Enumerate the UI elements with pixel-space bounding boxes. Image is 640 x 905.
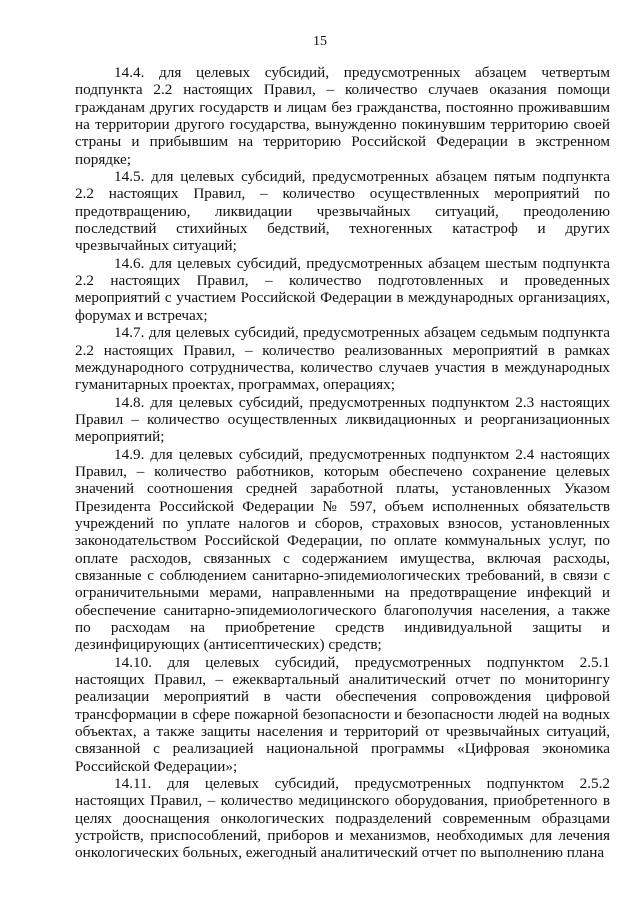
page-number: 15 <box>313 34 327 49</box>
paragraph-14-5: 14.5. для целевых субсидий, предусмотренных абзацем пятым подпункта 2.2 настоящих Правил, – количество осуществленных мероприятий по предотвращению, ликвидации чрезвычайных ситуаций, преодолению последствий стихийных бедствий, техногенных катастроф и других чрезвычайных ситуаций; <box>75 168 610 255</box>
document-body <box>75 64 610 862</box>
paragraph-14-9: 14.9. для целевых субсидий, предусмотренных подпунктом 2.4 настоящих Правил, – количество работников, которым обеспечено сохранение целевых значений соотношения средней заработной платы, установленных Указом Президента Российской Федерации № 597, объем исполненных обязательств учреждений по уплате налогов и сборов, страховых взносов, установленных законодательством Российской Федерации, по оплате коммунальных услуг, по оплате расходов, связанных с содержанием имущества, включая расходы, связанные с соблюдением санитарно-эпидемиологических требований, в связи с ограничительными мерами, направленными на предотвращение инфекций и обеспечение санитарно-эпидемиологического благополучия населения, а также по расходам на приобретение средств индивидуальной защиты и дезинфицирующих (антисептических) средств; <box>75 445 610 654</box>
paragraph-14-4: 14.4. для целевых субсидий, предусмотренных абзацем четвертым подпункта 2.2 настоящих Правил, – количество случаев оказания помощи гражданам других государств и лицам без гражданства, постоянно проживавшим на территории другого государства, вынужденно покинувшим территорию своей страны и прибывшим на территорию Российской Федерации в экстренном порядке; <box>75 64 610 168</box>
paragraph-14-8: 14.8. для целевых субсидий, предусмотренных подпунктом 2.3 настоящих Правил – количество осуществленных ликвидационных и реорганизационных мероприятий; <box>75 393 610 446</box>
paragraph-14-10: 14.10. для целевых субсидий, предусмотренных подпунктом 2.5.1 настоящих Правил, – ежеквартальный аналитический отчет по мониторингу реализации мероприятий в части обеспечения сопровождения цифровой трансформации в сфере пожарной безопасности и безопасности людей на водных объектах, а также защиты населения и территорий от чрезвычайных ситуаций, связанной с реализацией национальной программы «Цифровая экономика Российской Федерации»; <box>75 653 610 775</box>
paragraph-14-6: 14.6. для целевых субсидий, предусмотренных абзацем шестым подпункта 2.2 настоящих Правил, – количество подготовленных и проведенных мероприятий с участием Российской Федерации в международных организациях, форумах и встречах; <box>75 254 610 324</box>
paragraph-14-11: 14.11. для целевых субсидий, предусмотренных подпунктом 2.5.2 настоящих Правил, – количество медицинского оборудования, приобретенного в целях дооснащения онкологических подразделений современным образцами устройств, приспособлений, приборов и механизмов, необходимых для лечения онкологических больных, ежегодный аналитический отчет по выполнению плана <box>75 775 610 862</box>
paragraph-14-7: 14.7. для целевых субсидий, предусмотренных абзацем седьмым подпункта 2.2 настоящих Правил, – количество реализованных мероприятий в рамках международного сотрудничества, количество случаев участия в международных гуманитарных проектах, программах, операциях; <box>75 324 610 394</box>
